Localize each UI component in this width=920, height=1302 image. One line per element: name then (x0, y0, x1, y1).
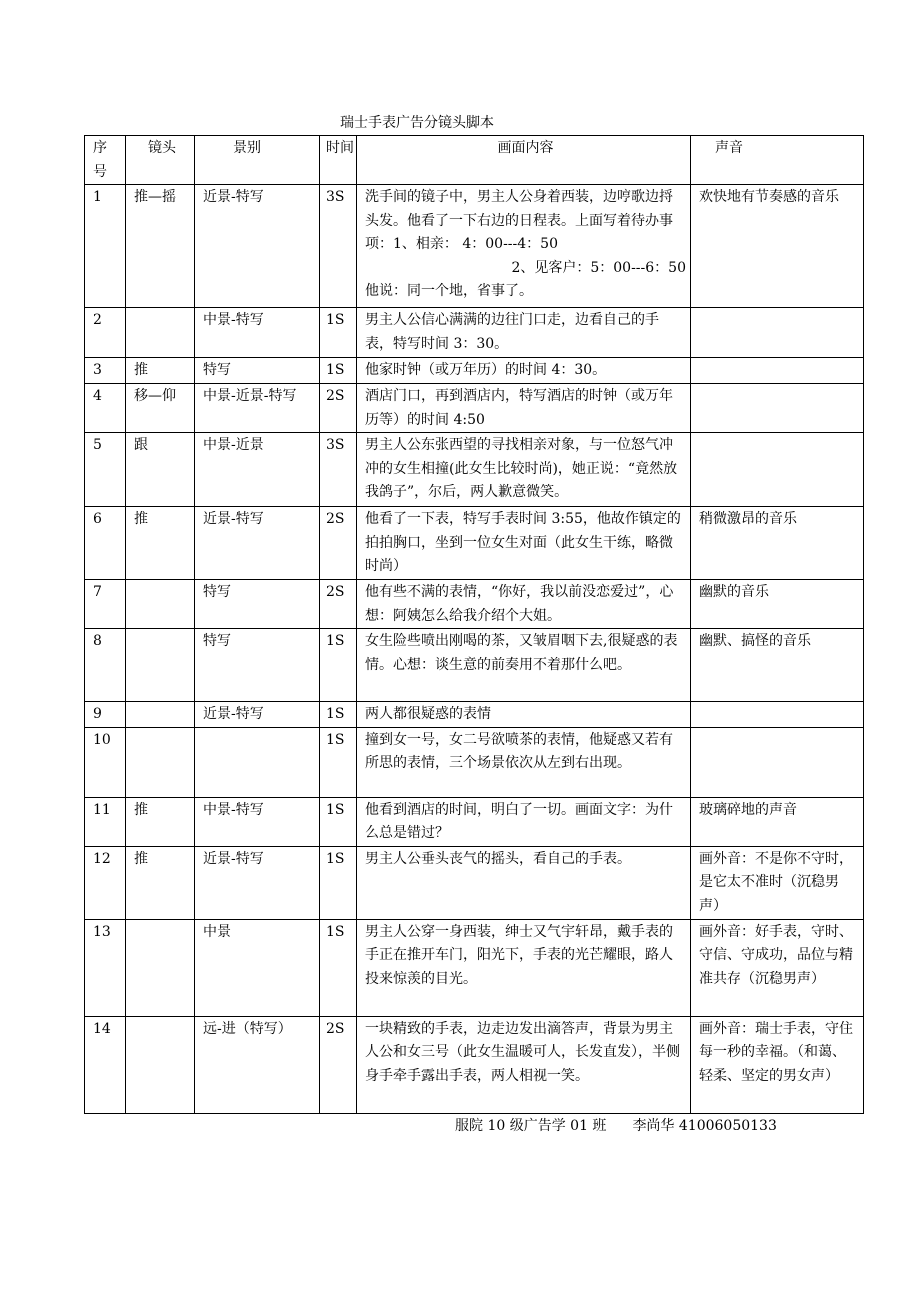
cell-sound (691, 358, 864, 384)
cell-shot: 近景-特写 (195, 507, 320, 580)
cell-lens (126, 580, 195, 629)
content-line: 撞到女一号，女二号欲喷茶的表情，他疑惑又若有所思的表情，三个场景依次从左到右出现。 (365, 731, 673, 771)
header-content: 画面内容 (357, 136, 691, 185)
content-line: 女生险些喷出刚喝的茶，又皱眉咽下去,很疑惑的表情。心想：谈生意的前奏用不着那什么吧。 (365, 633, 678, 673)
cell-sound: 画外音：瑞士手表，守住每一秒的幸福。（和蔼、轻柔、坚定的男女声） (691, 1016, 864, 1113)
cell-content (357, 433, 691, 507)
cell-shot: 近景-特写 (195, 846, 320, 919)
cell-content (357, 580, 691, 629)
storyboard-table (84, 135, 864, 1114)
table-row (85, 433, 864, 507)
content-line: 男主人公东张西望的寻找相亲对象，与一位怒气冲冲的女生相撞(此女生比较时尚)，她正说：“竟然放我鸽子”，尔后，两人歉意微笑。 (365, 437, 678, 500)
cell-time: 2S (320, 507, 357, 580)
cell-shot: 远-进（特写） (195, 1016, 320, 1113)
cell-time: 1S (320, 702, 357, 728)
cell-lens: 推 (126, 507, 195, 580)
cell-time: 1S (320, 919, 357, 1016)
cell-seq: 1 (85, 185, 126, 308)
cell-lens: 推 (126, 797, 195, 846)
header-sound: 声音 (691, 136, 864, 185)
cell-sound (691, 433, 864, 507)
cell-seq: 13 (85, 919, 126, 1016)
content-line: 男主人公信心满满的边往门口走，边看自己的手表，特写时间 3：30。 (365, 312, 659, 352)
content-line: 洗手间的镜子中，男主人公身着西装，边哼歌边捋头发。他看了一下右边的日程表。上面写着待办事项：1、相亲： 4：00---4：50 (365, 189, 673, 252)
cell-content (357, 507, 691, 580)
cell-lens: 推 (126, 846, 195, 919)
cell-content (357, 629, 691, 702)
header-row (85, 136, 864, 185)
cell-seq: 7 (85, 580, 126, 629)
cell-time: 1S (320, 629, 357, 702)
cell-time: 2S (320, 384, 357, 433)
cell-seq: 6 (85, 507, 126, 580)
cell-content (357, 846, 691, 919)
cell-sound (691, 702, 864, 728)
header-shot: 景别 (195, 136, 320, 185)
cell-sound: 玻璃碎地的声音 (691, 797, 864, 846)
table-row (85, 308, 864, 358)
cell-lens (126, 919, 195, 1016)
cell-content (357, 1016, 691, 1113)
cell-content (357, 358, 691, 384)
content-line: 酒店门口，再到酒店内，特写酒店的时钟（或万年历等）的时间 4:50 (365, 388, 673, 428)
content-line: 2、见客户：5：00---6：50 (511, 259, 686, 276)
cell-time: 1S (320, 846, 357, 919)
cell-content (357, 727, 691, 797)
cell-lens (126, 308, 195, 358)
cell-shot: 中景-特写 (195, 308, 320, 358)
cell-shot: 中景-近景-特写 (195, 384, 320, 433)
cell-seq: 2 (85, 308, 126, 358)
content-line: 他家时钟（或万年历）的时间 4：30。 (365, 362, 607, 378)
content-line: 他有些不满的表情，“你好，我以前没恋爱过”，心想：阿姨怎么给我介绍个大姐。 (365, 584, 674, 624)
footer-author: 李尚华 41006050133 (632, 1118, 777, 1134)
cell-lens: 推—摇 (126, 185, 195, 308)
cell-lens (126, 1016, 195, 1113)
table-row (85, 846, 864, 919)
cell-lens: 跟 (126, 433, 195, 507)
cell-shot: 近景-特写 (195, 702, 320, 728)
document-title: 瑞士手表广告分镜头脚本 (340, 115, 494, 131)
cell-shot: 中景-特写 (195, 797, 320, 846)
header-time: 时间 (320, 136, 357, 185)
cell-lens (126, 727, 195, 797)
cell-seq: 3 (85, 358, 126, 384)
cell-shot (195, 727, 320, 797)
cell-time: 1S (320, 358, 357, 384)
table-row (85, 727, 864, 797)
content-line: 两人都很疑惑的表情 (365, 706, 491, 722)
cell-content (357, 702, 691, 728)
table-row (85, 507, 864, 580)
table-row (85, 185, 864, 308)
cell-lens: 移—仰 (126, 384, 195, 433)
cell-lens (126, 629, 195, 702)
table-row (85, 1016, 864, 1113)
table-row (85, 629, 864, 702)
cell-sound (691, 308, 864, 358)
table-row (85, 919, 864, 1016)
cell-seq: 10 (85, 727, 126, 797)
cell-shot: 特写 (195, 358, 320, 384)
cell-sound: 幽默、搞怪的音乐 (691, 629, 864, 702)
cell-seq: 5 (85, 433, 126, 507)
cell-shot: 近景-特写 (195, 185, 320, 308)
table-row (85, 702, 864, 728)
cell-lens (126, 702, 195, 728)
cell-shot: 特写 (195, 580, 320, 629)
cell-sound: 欢快地有节奏感的音乐 (691, 185, 864, 308)
table-row (85, 580, 864, 629)
footer-class: 服院 10 级广告学 01 班 (455, 1118, 607, 1134)
cell-content (357, 919, 691, 1016)
cell-time: 1S (320, 308, 357, 358)
cell-time: 3S (320, 185, 357, 308)
content-line: 一块精致的手表，边走边发出滴答声，背景为男主人公和女三号（此女生温暖可人，长发直发），半侧身手牵手露出手表，两人相视一笑。 (365, 1020, 680, 1084)
cell-shot: 特写 (195, 629, 320, 702)
cell-time: 1S (320, 727, 357, 797)
cell-seq: 4 (85, 384, 126, 433)
cell-content (357, 185, 691, 308)
cell-seq: 9 (85, 702, 126, 728)
content-line: 男主人公垂头丧气的摇头，看自己的手表。 (365, 850, 631, 867)
cell-time: 2S (320, 1016, 357, 1113)
cell-seq: 11 (85, 797, 126, 846)
content-line: 他看到酒店的时间，明白了一切。画面文字：为什么总是错过？ (365, 801, 673, 841)
header-seq: 序号 (85, 136, 126, 185)
cell-time: 2S (320, 580, 357, 629)
cell-sound: 稍微激昂的音乐 (691, 507, 864, 580)
cell-shot: 中景-近景 (195, 433, 320, 507)
cell-content (357, 797, 691, 846)
cell-time: 1S (320, 797, 357, 846)
header-lens: 镜头 (126, 136, 195, 185)
content-line: 男主人公穿一身西装，绅士又气宇轩昂，戴手表的手正在推开车门，阳光下，手表的光芒耀眼，路人投来惊羡的目光。 (365, 923, 673, 987)
cell-seq: 14 (85, 1016, 126, 1113)
cell-sound (691, 384, 864, 433)
cell-sound (691, 727, 864, 797)
table-row (85, 384, 864, 433)
cell-time: 3S (320, 433, 357, 507)
cell-seq: 8 (85, 629, 126, 702)
cell-content (357, 384, 691, 433)
content-line: 他看了一下表，特写手表时间 3:55，他故作镇定的拍拍胸口，坐到一位女生对面（此女生干练，略微时尚） (365, 511, 681, 574)
cell-content (357, 308, 691, 358)
cell-shot: 中景 (195, 919, 320, 1016)
cell-lens: 推 (126, 358, 195, 384)
table-row (85, 358, 864, 384)
cell-seq: 12 (85, 846, 126, 919)
footer (455, 1116, 777, 1136)
content-line: 他说：同一个地，省事了。 (365, 283, 533, 299)
cell-sound: 幽默的音乐 (691, 580, 864, 629)
cell-sound: 画外音：好手表，守时、守信、守成功，品位与精准共存（沉稳男声） (691, 919, 864, 1016)
cell-sound: 画外音：不是你不守时，是它太不准时（沉稳男声） (691, 846, 864, 919)
table-row (85, 797, 864, 846)
